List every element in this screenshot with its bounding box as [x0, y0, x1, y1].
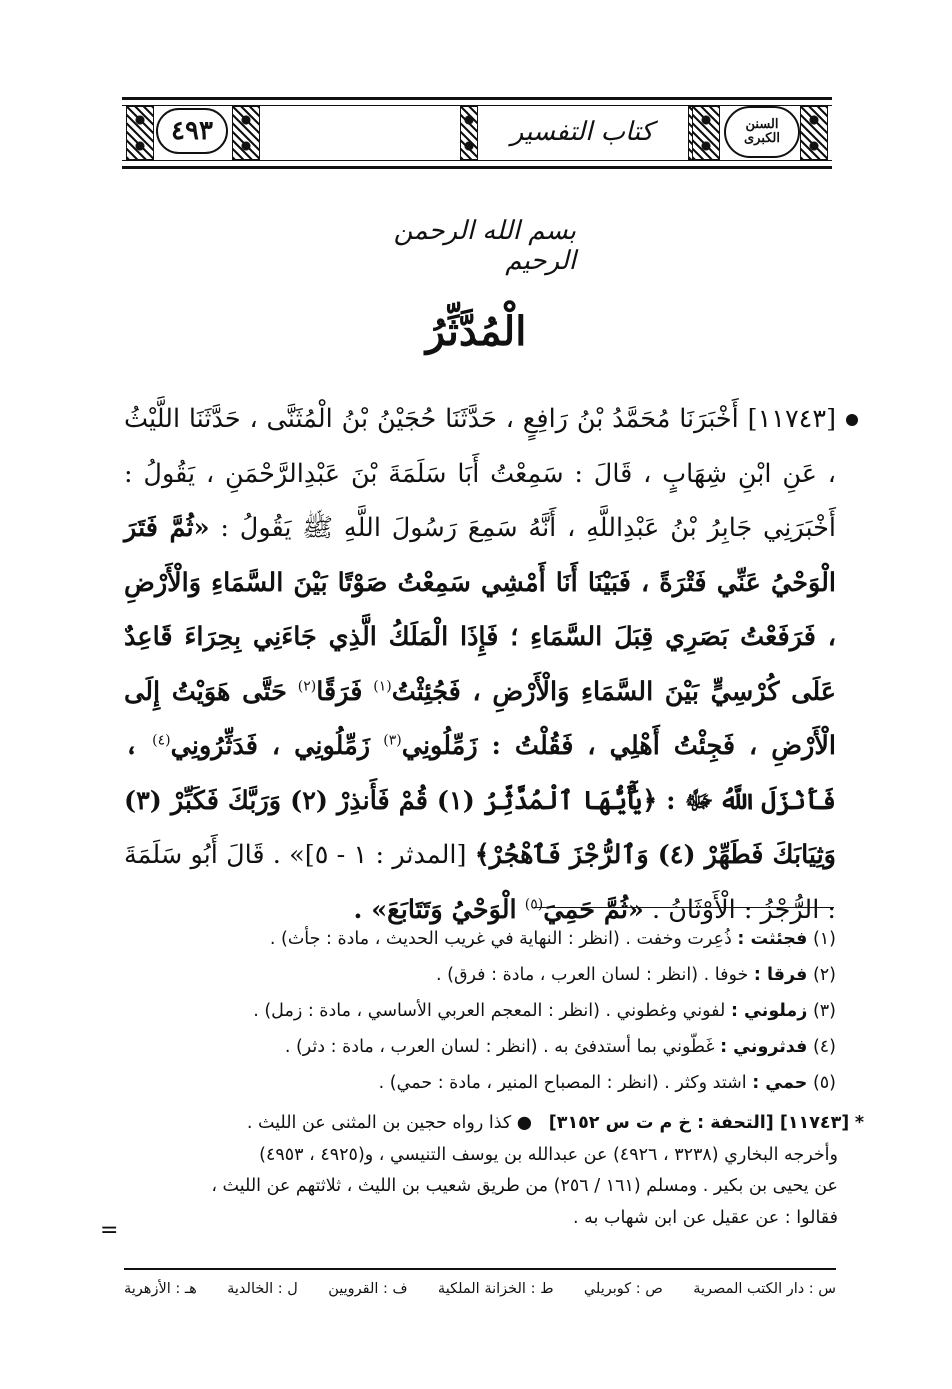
hadith-matn-4: زَمِّلُونِي ، فَدَثِّرُونِي: [170, 731, 371, 761]
footnote-ref-3[interactable]: (٣): [383, 732, 402, 749]
book-title: كتاب التفسير: [510, 117, 654, 147]
ornament-right-inner: [692, 106, 720, 160]
footnote-number: (٣): [812, 1001, 836, 1021]
takhrij-id: [١١٧٤٣] [التحفة : خ م ت س ٣١٥٢]: [548, 1113, 850, 1133]
footnote-5: [124, 1065, 836, 1101]
takhrij-notes: [124, 1108, 864, 1234]
footnote-term: فدثروني :: [720, 1037, 808, 1057]
hadith-matn-2: فَرَقًا: [316, 676, 363, 707]
footnote-ref-5[interactable]: (٥): [524, 896, 544, 912]
hadith-isnad: أَخْبَرَنَا مُحَمَّدُ بْنُ رَافِعٍ ، حَدَّثَنَا حُجَيْنُ بْنُ الْمُثَنَّى ، حَدَّثَنَا اللَّيْثُ ، عَنِ ابْنِ شِهَابٍ ، قَالَ : سَمِعْتُ أَبَا سَلَمَةَ بْنَ عَبْدِالرَّحْمَنِ ، يَقُولُ : أَخْبَرَنِي جَابِرُ بْنُ عَبْدِاللَّهِ ، أَنَّهُ سَمِعَ رَسُولَ اللَّهِ ﷺ يَقُولُ :: [124, 404, 837, 543]
footnote-number: (١): [812, 929, 836, 949]
emblem-text: السنن الكبرى: [743, 117, 781, 146]
hadith-bullet: [846, 414, 858, 426]
footnote-1: [124, 921, 836, 957]
page-number: ٤٩٣: [156, 108, 228, 154]
footnotes: [124, 921, 836, 1101]
takhrij-line-2: وأخرجه البخاري (٣٢٣٨ ، ٤٩٢٦) عن عبدالله بن يوسف التنيسي ، و(٤٩٢٥ ، ٤٩٥٣): [259, 1144, 838, 1165]
footnote-3: [124, 993, 836, 1029]
asterisk-mark: *: [854, 1113, 864, 1133]
manuscript-key-item: س : دار الكتب المصرية: [693, 1281, 836, 1297]
footnote-term: زملوني :: [730, 1001, 808, 1021]
footnote-divider: [534, 907, 834, 908]
publisher-emblem: [724, 106, 800, 158]
manuscript-key-item: ل : الخالدية: [227, 1281, 298, 1297]
manuscript-key-item: هـ : الأزهرية: [124, 1281, 197, 1297]
key-divider: [124, 1268, 836, 1270]
footnote-text: خوفا . (انظر : لسان العرب ، مادة : فرق) .: [436, 965, 749, 985]
footnote-term: فجئثت :: [737, 929, 808, 949]
footnote-term: حمي :: [752, 1073, 808, 1093]
ornament-left-outer: [126, 106, 154, 160]
takhrij-line-1: [124, 1108, 864, 1140]
footnote-text: لفوني وغطوني . (انظر : المعجم العربي الأساسي ، مادة : زمل) .: [253, 1001, 726, 1021]
manuscript-key-item: ف : القرويين: [328, 1281, 408, 1297]
manuscript-key: [124, 1276, 836, 1302]
hadith-matn-5: ، فَأَنْزَلَ اللَّهُ ﷻ : ﴿يَٰٓأَيُّهَا ٱلْمُدَّثِّرُ (١) قُمْ فَأَنذِرْ (٢) وَرَبَّكَ فَكَبِّرْ (٣) وَثِيَابَكَ فَطَهِّرْ (٤) وَٱلرُّجْزَ فَٱهْجُرْ﴾: [124, 731, 836, 870]
page-header: [122, 97, 832, 169]
footnote-4: [124, 1029, 836, 1065]
footnote-term: فرقا :: [753, 965, 808, 985]
footnote-text: غَطّوني بما أستدفئ به . (انظر : لسان العرب ، مادة : دثر) .: [284, 1037, 715, 1057]
ornament-title-left: [460, 106, 478, 160]
takhrij-line-4: فقالوا : عن عقيل عن ابن شهاب به .: [573, 1207, 838, 1228]
continuation-mark: =: [100, 1218, 119, 1243]
hadith-matn-3: حَتَّى هَوَيْتُ إِلَى الْأَرْضِ ، فَجِئْتُ أَهْلِي ، فَقُلْتُ : زَمِّلُونِي: [124, 676, 836, 761]
footnote-text: اشتد وكثر . (انظر : المصباح المنير ، مادة : حمي) .: [378, 1073, 747, 1093]
hadith-matn-7: «ثُمَّ حَمِيَ: [543, 894, 644, 925]
footnote-2: [124, 957, 836, 993]
takhrij-note: ● كذا رواه حجين بن المثنى عن الليث .: [246, 1113, 533, 1133]
footnote-ref-2[interactable]: (٢): [297, 678, 317, 694]
footnote-ref-1[interactable]: (١): [373, 678, 392, 694]
basmala: بسم الله الرحمن الرحيم: [393, 216, 576, 276]
ornament-right-outer: [800, 106, 828, 160]
footnote-number: (٥): [812, 1073, 836, 1093]
footnote-ref-4[interactable]: (٤): [152, 732, 171, 749]
surah-title: الْمُدَّثِّرُ: [425, 307, 527, 355]
hadith-matn-6: [المدثر : ١ - ٥]» . قَالَ أَبُو سَلَمَةَ : الرُّجْزُ : الْأَوْثَانُ .: [124, 840, 836, 925]
footnote-number: (٤): [812, 1037, 836, 1057]
hadith-matn-1: «ثُمَّ فَتَرَ الْوَحْيُ عَنِّي فَتْرَةً ، فَبَيْنَا أَنَا أَمْشِي سَمِعْتُ صَوْتًا بَيْنَ السَّمَاءِ وَالْأَرْضِ ، فَرَفَعْتُ بَصَرِي قِبَلَ السَّمَاءِ ؛ فَإِذَا الْمَلَكُ الَّذِي جَاءَنِي بِحِرَاءَ قَاعِدٌ عَلَى كُرْسِيٍّ بَيْنَ السَّمَاءِ وَالْأَرْضِ ، فَجُئِثْتُ: [124, 513, 837, 707]
takhrij-line-3: عن يحيى بن بكير . ومسلم (١٦١ / ٢٥٦) من طريق شعيب بن الليث ، ثلاثتهم عن الليث ،: [211, 1176, 838, 1196]
footnote-number: (٢): [812, 965, 836, 985]
manuscript-key-item: ص : كوبريلي: [583, 1281, 663, 1297]
footnote-text: ذُعِرت وخفت . (انظر : النهاية في غريب الحديث ، مادة : جأث) .: [269, 929, 732, 949]
hadith-matn-8: الْوَحْيُ وَتَتَابَعَ» .: [353, 894, 517, 925]
hadith-number: [١١٧٤٣]: [747, 404, 837, 434]
hadith-text: [124, 392, 836, 937]
manuscript-key-item: ط : الخزانة الملكية: [437, 1281, 554, 1297]
ornament-left-inner: [232, 106, 260, 160]
